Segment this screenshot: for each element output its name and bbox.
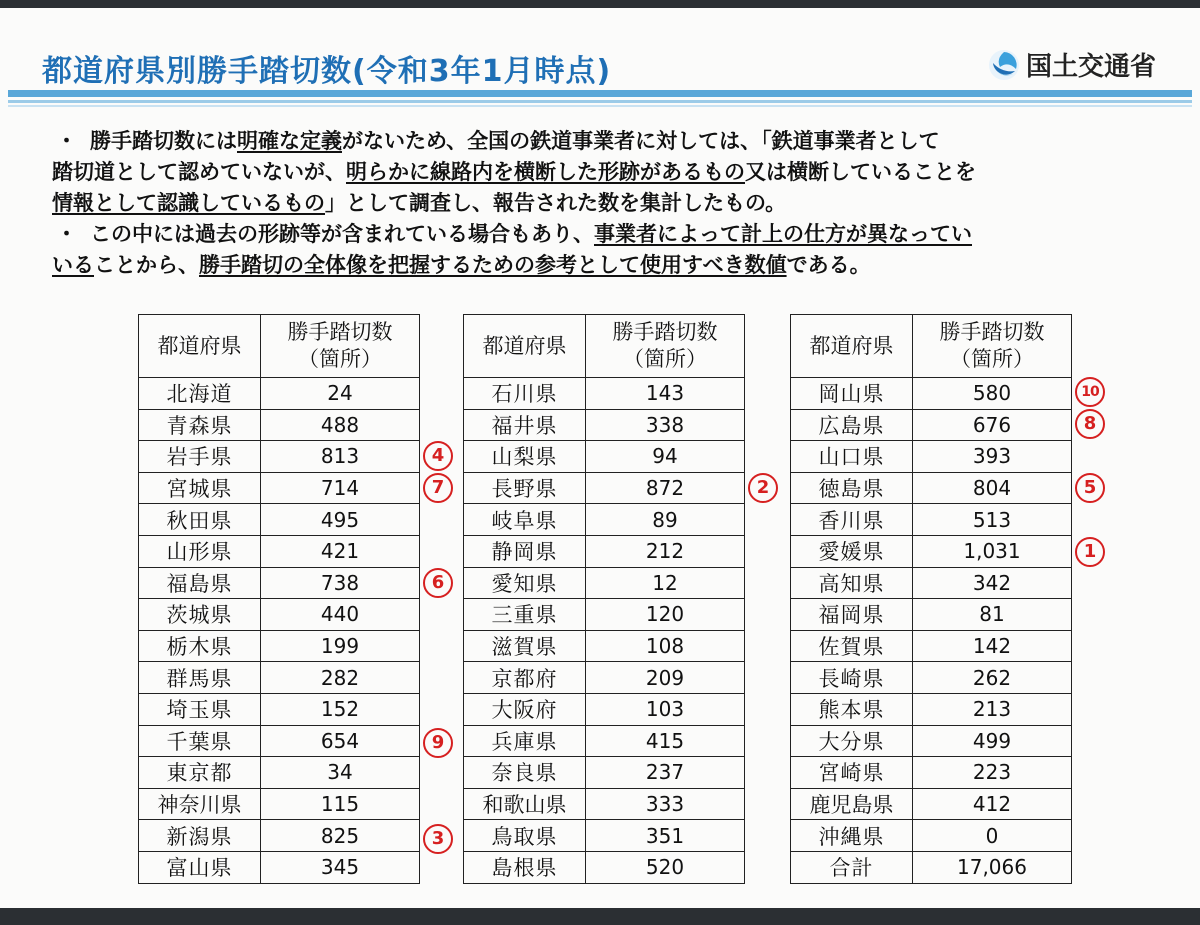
prefecture-name: 熊本県 bbox=[791, 693, 913, 725]
prefecture-name: 福井県 bbox=[464, 409, 586, 441]
prefecture-name: 石川県 bbox=[464, 378, 586, 410]
prefecture-name: 山梨県 bbox=[464, 441, 586, 473]
crossing-count: 1,031 bbox=[913, 535, 1072, 567]
table-row bbox=[139, 504, 420, 536]
crossing-count: 872 bbox=[586, 472, 745, 504]
header-prefecture: 都道府県 bbox=[791, 315, 913, 378]
table-row bbox=[791, 409, 1072, 441]
ministry-name: 国土交通省 bbox=[1026, 52, 1157, 82]
crossing-count: 12 bbox=[586, 567, 745, 599]
prefecture-name: 栃木県 bbox=[139, 630, 261, 662]
table-row bbox=[791, 630, 1072, 662]
table-row bbox=[464, 472, 745, 504]
table-row bbox=[139, 409, 420, 441]
crossing-count: 333 bbox=[586, 788, 745, 820]
crossing-count: 813 bbox=[261, 441, 420, 473]
crossing-count: 81 bbox=[913, 599, 1072, 631]
prefecture-name: 茨城県 bbox=[139, 599, 261, 631]
crossing-count: 488 bbox=[261, 409, 420, 441]
note-text: 勝手踏切数には bbox=[90, 129, 237, 153]
table-row bbox=[791, 788, 1072, 820]
crossing-count: 152 bbox=[261, 693, 420, 725]
prefecture-name: 滋賀県 bbox=[464, 630, 586, 662]
prefecture-name: 富山県 bbox=[139, 851, 261, 883]
page-title: 都道府県別勝手踏切数(令和3年1月時点) bbox=[42, 54, 612, 89]
crossing-count: 415 bbox=[586, 725, 745, 757]
rank-badge: 5 bbox=[1075, 473, 1105, 503]
prefecture-name: 和歌山県 bbox=[464, 788, 586, 820]
table-row bbox=[139, 757, 420, 789]
crossing-count: 351 bbox=[586, 820, 745, 852]
prefecture-table bbox=[138, 314, 420, 884]
prefecture-table bbox=[463, 314, 745, 884]
table-row bbox=[464, 535, 745, 567]
table-row bbox=[464, 409, 745, 441]
prefecture-table bbox=[790, 314, 1072, 884]
bullet-marker: ・ bbox=[56, 222, 77, 246]
crossing-count: 237 bbox=[586, 757, 745, 789]
table-row bbox=[791, 535, 1072, 567]
note-text: 」として調査し、報告された数を集計したもの。 bbox=[325, 191, 787, 215]
prefecture-name: 鹿児島県 bbox=[791, 788, 913, 820]
prefecture-name: 広島県 bbox=[791, 409, 913, 441]
crossing-count: 143 bbox=[586, 378, 745, 410]
rank-badge: 1 bbox=[1075, 537, 1105, 567]
header-crossing-count bbox=[913, 315, 1072, 378]
table-header-row bbox=[464, 315, 745, 378]
underlined-text: 事業者によって計上の仕方が異なってい bbox=[594, 222, 972, 246]
rank-badge: 10 bbox=[1075, 377, 1105, 407]
prefecture-name: 大分県 bbox=[791, 725, 913, 757]
crossing-count: 520 bbox=[586, 851, 745, 883]
table-row bbox=[139, 851, 420, 883]
crossing-count: 199 bbox=[261, 630, 420, 662]
table-row bbox=[791, 757, 1072, 789]
table-row bbox=[464, 693, 745, 725]
rank-badge: 9 bbox=[423, 728, 453, 758]
prefecture-name: 高知県 bbox=[791, 567, 913, 599]
note-text: 踏切道として認めていないが、 bbox=[52, 160, 346, 184]
note-line bbox=[52, 126, 1172, 157]
underlined-text: いる bbox=[52, 253, 94, 277]
crossing-count: 89 bbox=[586, 504, 745, 536]
rank-badge: 4 bbox=[423, 441, 453, 471]
table-row bbox=[139, 472, 420, 504]
table-header-row bbox=[791, 315, 1072, 378]
crossing-count: 412 bbox=[913, 788, 1072, 820]
prefecture-name: 宮城県 bbox=[139, 472, 261, 504]
table-row bbox=[139, 820, 420, 852]
table-row bbox=[139, 630, 420, 662]
table-row bbox=[139, 725, 420, 757]
table-row bbox=[464, 441, 745, 473]
table-row bbox=[464, 630, 745, 662]
header-crossing-count bbox=[261, 315, 420, 378]
table-row bbox=[139, 599, 420, 631]
header-count-label: 勝手踏切数 bbox=[939, 320, 1045, 344]
table-row bbox=[791, 662, 1072, 694]
table-row bbox=[791, 472, 1072, 504]
crossing-count: 714 bbox=[261, 472, 420, 504]
prefecture-name: 宮崎県 bbox=[791, 757, 913, 789]
header-count-unit: （箇所） bbox=[623, 347, 707, 371]
prefecture-name: 京都府 bbox=[464, 662, 586, 694]
header-rule bbox=[8, 90, 1192, 97]
table-row bbox=[791, 441, 1072, 473]
table-row bbox=[791, 504, 1072, 536]
prefecture-name: 佐賀県 bbox=[791, 630, 913, 662]
note-line bbox=[52, 250, 1172, 281]
header-count-unit: （箇所） bbox=[950, 347, 1034, 371]
crossing-count: 142 bbox=[913, 630, 1072, 662]
prefecture-name: 奈良県 bbox=[464, 757, 586, 789]
table-row bbox=[791, 693, 1072, 725]
header-crossing-count bbox=[586, 315, 745, 378]
prefecture-name: 愛媛県 bbox=[791, 535, 913, 567]
prefecture-name: 鳥取県 bbox=[464, 820, 586, 852]
prefecture-name: 新潟県 bbox=[139, 820, 261, 852]
table-row bbox=[791, 851, 1072, 883]
table-row bbox=[464, 599, 745, 631]
note-line bbox=[52, 219, 1172, 250]
crossing-count: 108 bbox=[586, 630, 745, 662]
table-row bbox=[791, 599, 1072, 631]
table-row bbox=[139, 535, 420, 567]
rank-badge: 6 bbox=[423, 568, 453, 598]
crossing-count: 804 bbox=[913, 472, 1072, 504]
prefecture-name: 長野県 bbox=[464, 472, 586, 504]
crossing-count: 0 bbox=[913, 820, 1072, 852]
rank-badge: 7 bbox=[423, 473, 453, 503]
prefecture-name: 神奈川県 bbox=[139, 788, 261, 820]
prefecture-name: 三重県 bbox=[464, 599, 586, 631]
prefecture-name: 香川県 bbox=[791, 504, 913, 536]
underlined-text: 情報として認識しているもの bbox=[52, 191, 325, 215]
table-row bbox=[464, 820, 745, 852]
crossing-count: 513 bbox=[913, 504, 1072, 536]
crossing-count: 282 bbox=[261, 662, 420, 694]
header-count-unit: （箇所） bbox=[298, 347, 382, 371]
table-row bbox=[464, 504, 745, 536]
prefecture-name: 大阪府 bbox=[464, 693, 586, 725]
rank-badge: 3 bbox=[423, 824, 453, 854]
prefecture-name: 沖縄県 bbox=[791, 820, 913, 852]
crossing-count: 213 bbox=[913, 693, 1072, 725]
crossing-count: 262 bbox=[913, 662, 1072, 694]
table-row bbox=[464, 378, 745, 410]
prefecture-name: 群馬県 bbox=[139, 662, 261, 694]
note-text: 又は横断していることを bbox=[745, 160, 976, 184]
prefecture-name: 山形県 bbox=[139, 535, 261, 567]
crossing-count: 676 bbox=[913, 409, 1072, 441]
prefecture-name: 福岡県 bbox=[791, 599, 913, 631]
table-row bbox=[464, 788, 745, 820]
table-row bbox=[464, 851, 745, 883]
prefecture-name: 合計 bbox=[791, 851, 913, 883]
note-line bbox=[52, 188, 1172, 219]
crossing-count: 94 bbox=[586, 441, 745, 473]
table-row bbox=[791, 725, 1072, 757]
table-row bbox=[139, 788, 420, 820]
note-text: この中には過去の形跡等が含まれている場合もあり、 bbox=[90, 222, 594, 246]
crossing-count: 495 bbox=[261, 504, 420, 536]
prefecture-name: 愛知県 bbox=[464, 567, 586, 599]
crossing-count: 345 bbox=[261, 851, 420, 883]
rank-badge: 2 bbox=[748, 473, 778, 503]
table-row bbox=[791, 820, 1072, 852]
underlined-text: 明らかに線路内を横断した形跡があるもの bbox=[346, 160, 745, 184]
mlit-logo-icon bbox=[988, 49, 1020, 81]
slide-page bbox=[0, 8, 1200, 908]
crossing-count: 120 bbox=[586, 599, 745, 631]
crossing-count: 212 bbox=[586, 535, 745, 567]
prefecture-name: 山口県 bbox=[791, 441, 913, 473]
note-text: である。 bbox=[786, 253, 871, 277]
prefecture-name: 埼玉県 bbox=[139, 693, 261, 725]
prefecture-name: 秋田県 bbox=[139, 504, 261, 536]
header-rule-secondary bbox=[8, 100, 1192, 103]
header-count-label: 勝手踏切数 bbox=[287, 320, 393, 344]
crossing-count: 499 bbox=[913, 725, 1072, 757]
prefecture-name: 静岡県 bbox=[464, 535, 586, 567]
table-header-row bbox=[139, 315, 420, 378]
crossing-count: 440 bbox=[261, 599, 420, 631]
header-rule-tertiary bbox=[8, 105, 1192, 107]
crossing-count: 103 bbox=[586, 693, 745, 725]
ministry-logo bbox=[988, 46, 1156, 83]
crossing-count: 24 bbox=[261, 378, 420, 410]
crossing-count: 338 bbox=[586, 409, 745, 441]
note-text: がないため、全国の鉄道事業者に対しては、「鉄道事業者として bbox=[342, 129, 940, 153]
header-prefecture: 都道府県 bbox=[464, 315, 586, 378]
crossing-count: 421 bbox=[261, 535, 420, 567]
bottom-border bbox=[0, 908, 1200, 925]
header-prefecture: 都道府県 bbox=[139, 315, 261, 378]
prefecture-name: 福島県 bbox=[139, 567, 261, 599]
prefecture-name: 島根県 bbox=[464, 851, 586, 883]
crossing-count: 34 bbox=[261, 757, 420, 789]
table-row bbox=[464, 757, 745, 789]
crossing-count: 223 bbox=[913, 757, 1072, 789]
explanatory-notes bbox=[52, 126, 1172, 281]
prefecture-name: 青森県 bbox=[139, 409, 261, 441]
prefecture-name: 岡山県 bbox=[791, 378, 913, 410]
crossing-count: 393 bbox=[913, 441, 1072, 473]
crossing-count: 654 bbox=[261, 725, 420, 757]
prefecture-name: 千葉県 bbox=[139, 725, 261, 757]
table-row bbox=[464, 567, 745, 599]
prefecture-name: 徳島県 bbox=[791, 472, 913, 504]
crossing-count: 580 bbox=[913, 378, 1072, 410]
table-row bbox=[139, 662, 420, 694]
table-row bbox=[791, 378, 1072, 410]
prefecture-name: 岩手県 bbox=[139, 441, 261, 473]
header-count-label: 勝手踏切数 bbox=[612, 320, 718, 344]
crossing-count: 825 bbox=[261, 820, 420, 852]
crossing-count: 115 bbox=[261, 788, 420, 820]
crossing-count: 209 bbox=[586, 662, 745, 694]
underlined-text: 勝手踏切の全体像を把握するための参考として使用すべき数値 bbox=[199, 253, 787, 277]
table-row bbox=[139, 567, 420, 599]
bullet-marker: ・ bbox=[56, 129, 77, 153]
crossing-count: 738 bbox=[261, 567, 420, 599]
prefecture-name: 北海道 bbox=[139, 378, 261, 410]
prefecture-name: 東京都 bbox=[139, 757, 261, 789]
table-row bbox=[139, 441, 420, 473]
rank-badge: 8 bbox=[1075, 409, 1105, 439]
note-text: ことから、 bbox=[94, 253, 199, 277]
table-row bbox=[464, 725, 745, 757]
note-line bbox=[52, 157, 1172, 188]
table-row bbox=[464, 662, 745, 694]
table-row bbox=[139, 378, 420, 410]
table-row bbox=[791, 567, 1072, 599]
crossing-count: 17,066 bbox=[913, 851, 1072, 883]
table-row bbox=[139, 693, 420, 725]
prefecture-name: 長崎県 bbox=[791, 662, 913, 694]
crossing-count: 342 bbox=[913, 567, 1072, 599]
prefecture-name: 岐阜県 bbox=[464, 504, 586, 536]
top-border bbox=[0, 0, 1200, 8]
prefecture-name: 兵庫県 bbox=[464, 725, 586, 757]
underlined-text: 明確な定義 bbox=[237, 129, 342, 153]
